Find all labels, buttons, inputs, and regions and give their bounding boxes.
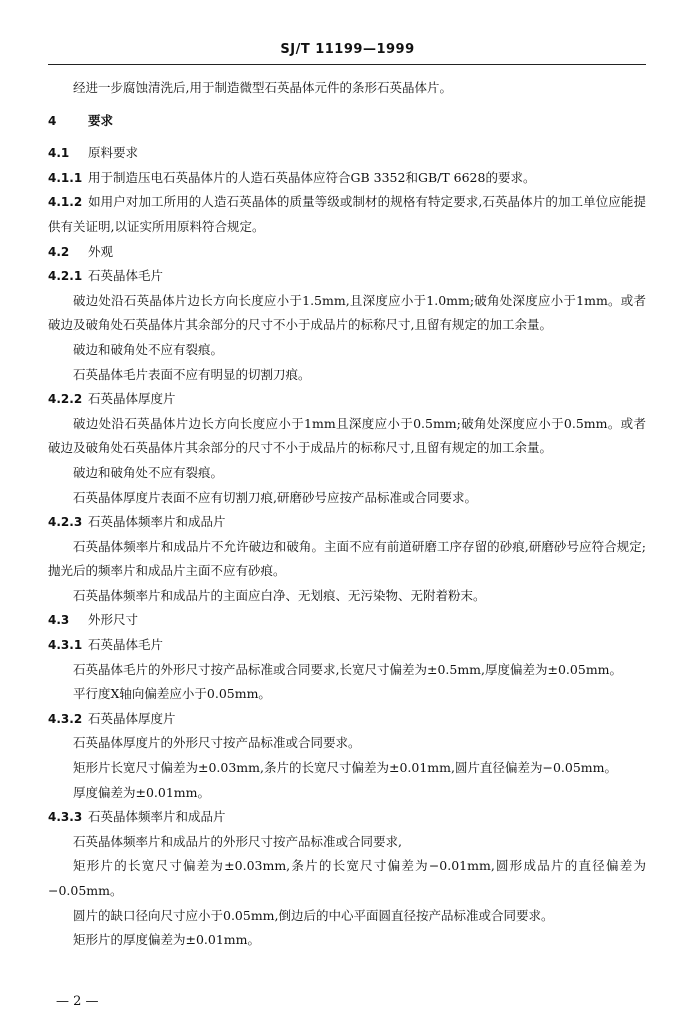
clause-4-2-3-p1: 石英晶体频率片和成品片不允许破边和破角。主面不应有前道研磨工序存留的砂痕,研磨砂号应符合规定;抛光后的频率片和成品片主面不应有砂痕。 (48, 538, 646, 579)
section-number: 4.2.3 (48, 515, 83, 530)
clause-4-2-2-p3: 石英晶体厚度片表面不应有切割刀痕,研磨砂号应按产品标准或合同要求。 (73, 489, 477, 505)
clause-4-2-1-p2: 破边和破角处不应有裂痕。 (73, 341, 224, 357)
section-title: 外形尺寸 (88, 612, 139, 628)
clause-4-3-2-heading (48, 707, 646, 732)
clause-text: 用于制造压电石英晶体片的人造石英晶体应符合GB 3352和GB/T 6628的要求。 (88, 169, 536, 185)
clause-4-3-2-p3: 厚度偏差为±0.01mm。 (73, 784, 211, 800)
clause-4-1-2 (48, 190, 646, 239)
section-4-heading (48, 109, 646, 134)
clause-4-3-1-p1: 石英晶体毛片的外形尺寸按产品标准或合同要求,长宽尺寸偏差为±0.5mm,厚度偏差为±0.05mm。 (73, 661, 623, 677)
standard-code-header: SJ/T 11199—1999 (280, 42, 415, 57)
section-number: 4.3 (48, 613, 70, 628)
section-number: 4.3.3 (48, 810, 83, 825)
clause-4-2-3-heading (48, 510, 646, 535)
clause-4-3-1-heading (48, 633, 646, 658)
section-title: 原料要求 (88, 145, 139, 161)
clause-4-1-1 (48, 166, 646, 191)
section-title: 要求 (88, 112, 114, 128)
clause-title: 石英晶体频率片和成品片 (88, 514, 226, 530)
document-body (48, 76, 646, 953)
section-number: 4 (48, 113, 57, 128)
clause-4-2-2-heading (48, 387, 646, 412)
clause-title: 石英晶体厚度片 (88, 710, 176, 726)
section-number: 4.2.2 (48, 392, 83, 407)
clause-4-3-2-p1: 石英晶体厚度片的外形尺寸按产品标准或合同要求。 (73, 735, 361, 751)
clause-4-2-1-p3: 石英晶体毛片表面不应有明显的切割刀痕。 (73, 366, 311, 382)
clause-4-3-3-p3: 圆片的缺口径向尺寸应小于0.05mm,倒边后的中心平面圆直径按产品标准或合同要求。 (73, 907, 554, 923)
clause-4-3-1-p2: 平行度X轴向偏差应小于0.05mm。 (73, 686, 271, 702)
clause-4-2-1-p1: 破边处沿石英晶体片边长方向长度应小于1.5mm,且深度应小于1.0mm;破角处深度应小于1mm。或者破边及破角处石英晶体片其余部分的尺寸不小于成品片的标称尺寸,且留有规定的加工余量。 (48, 292, 646, 333)
section-4-3-heading (48, 608, 646, 633)
section-number: 4.2.1 (48, 269, 83, 284)
continuation-paragraph: 经进一步腐蚀清洗后,用于制造微型石英晶体元件的条形石英晶体片。 (73, 80, 452, 95)
section-number: 4.1.2 (48, 195, 83, 210)
clause-4-2-3-p2: 石英晶体频率片和成品片的主面应白净、无划痕、无污染物、无附着粉末。 (73, 587, 486, 603)
page-number: — 2 — (56, 994, 99, 1009)
clause-4-3-3-p1: 石英晶体频率片和成品片的外形尺寸按产品标准或合同要求, (73, 833, 402, 849)
clause-4-2-2-p1: 破边处沿石英晶体片边长方向长度应小于1mm且深度应小于0.5mm;破角处深度应小于0.5mm。或者破边及破角处石英晶体片其余部分的尺寸不小于成品片的标称尺寸,且留有规定的加工余量。 (48, 415, 646, 456)
clause-title: 石英晶体毛片 (88, 637, 164, 653)
clause-title: 石英晶体毛片 (88, 268, 164, 284)
clause-4-3-3-heading (48, 805, 646, 830)
section-4-2-heading (48, 240, 646, 265)
section-number: 4.1.1 (48, 170, 83, 185)
section-title: 外观 (88, 243, 114, 259)
section-number: 4.2 (48, 244, 70, 259)
clause-4-3-2-p2: 矩形片长宽尺寸偏差为±0.03mm,条片的长宽尺寸偏差为±0.01mm,圆片直径偏差为−0.05mm。 (73, 760, 617, 776)
clause-4-3-3-p2: 矩形片的长宽尺寸偏差为±0.03mm,条片的长宽尺寸偏差为−0.01mm,圆形成品片的直径偏差为−0.05mm。 (48, 858, 646, 898)
section-number: 4.3.2 (48, 711, 83, 726)
clause-title: 石英晶体频率片和成品片 (88, 809, 226, 825)
clause-title: 石英晶体厚度片 (88, 391, 176, 407)
section-number: 4.1 (48, 146, 70, 161)
clause-4-3-3-p4: 矩形片的厚度偏差为±0.01mm。 (73, 932, 261, 948)
section-number: 4.3.1 (48, 638, 83, 653)
clause-text: 如用户对加工所用的人造石英晶体的质量等级或制材的规格有特定要求,石英晶体片的加工单位应能提供有关证明,以证实所用原料符合规定。 (48, 194, 646, 234)
clause-4-2-2-p2: 破边和破角处不应有裂痕。 (73, 464, 224, 480)
section-4-1-heading (48, 141, 646, 166)
header-divider (48, 64, 646, 65)
clause-4-2-1-heading (48, 264, 646, 289)
